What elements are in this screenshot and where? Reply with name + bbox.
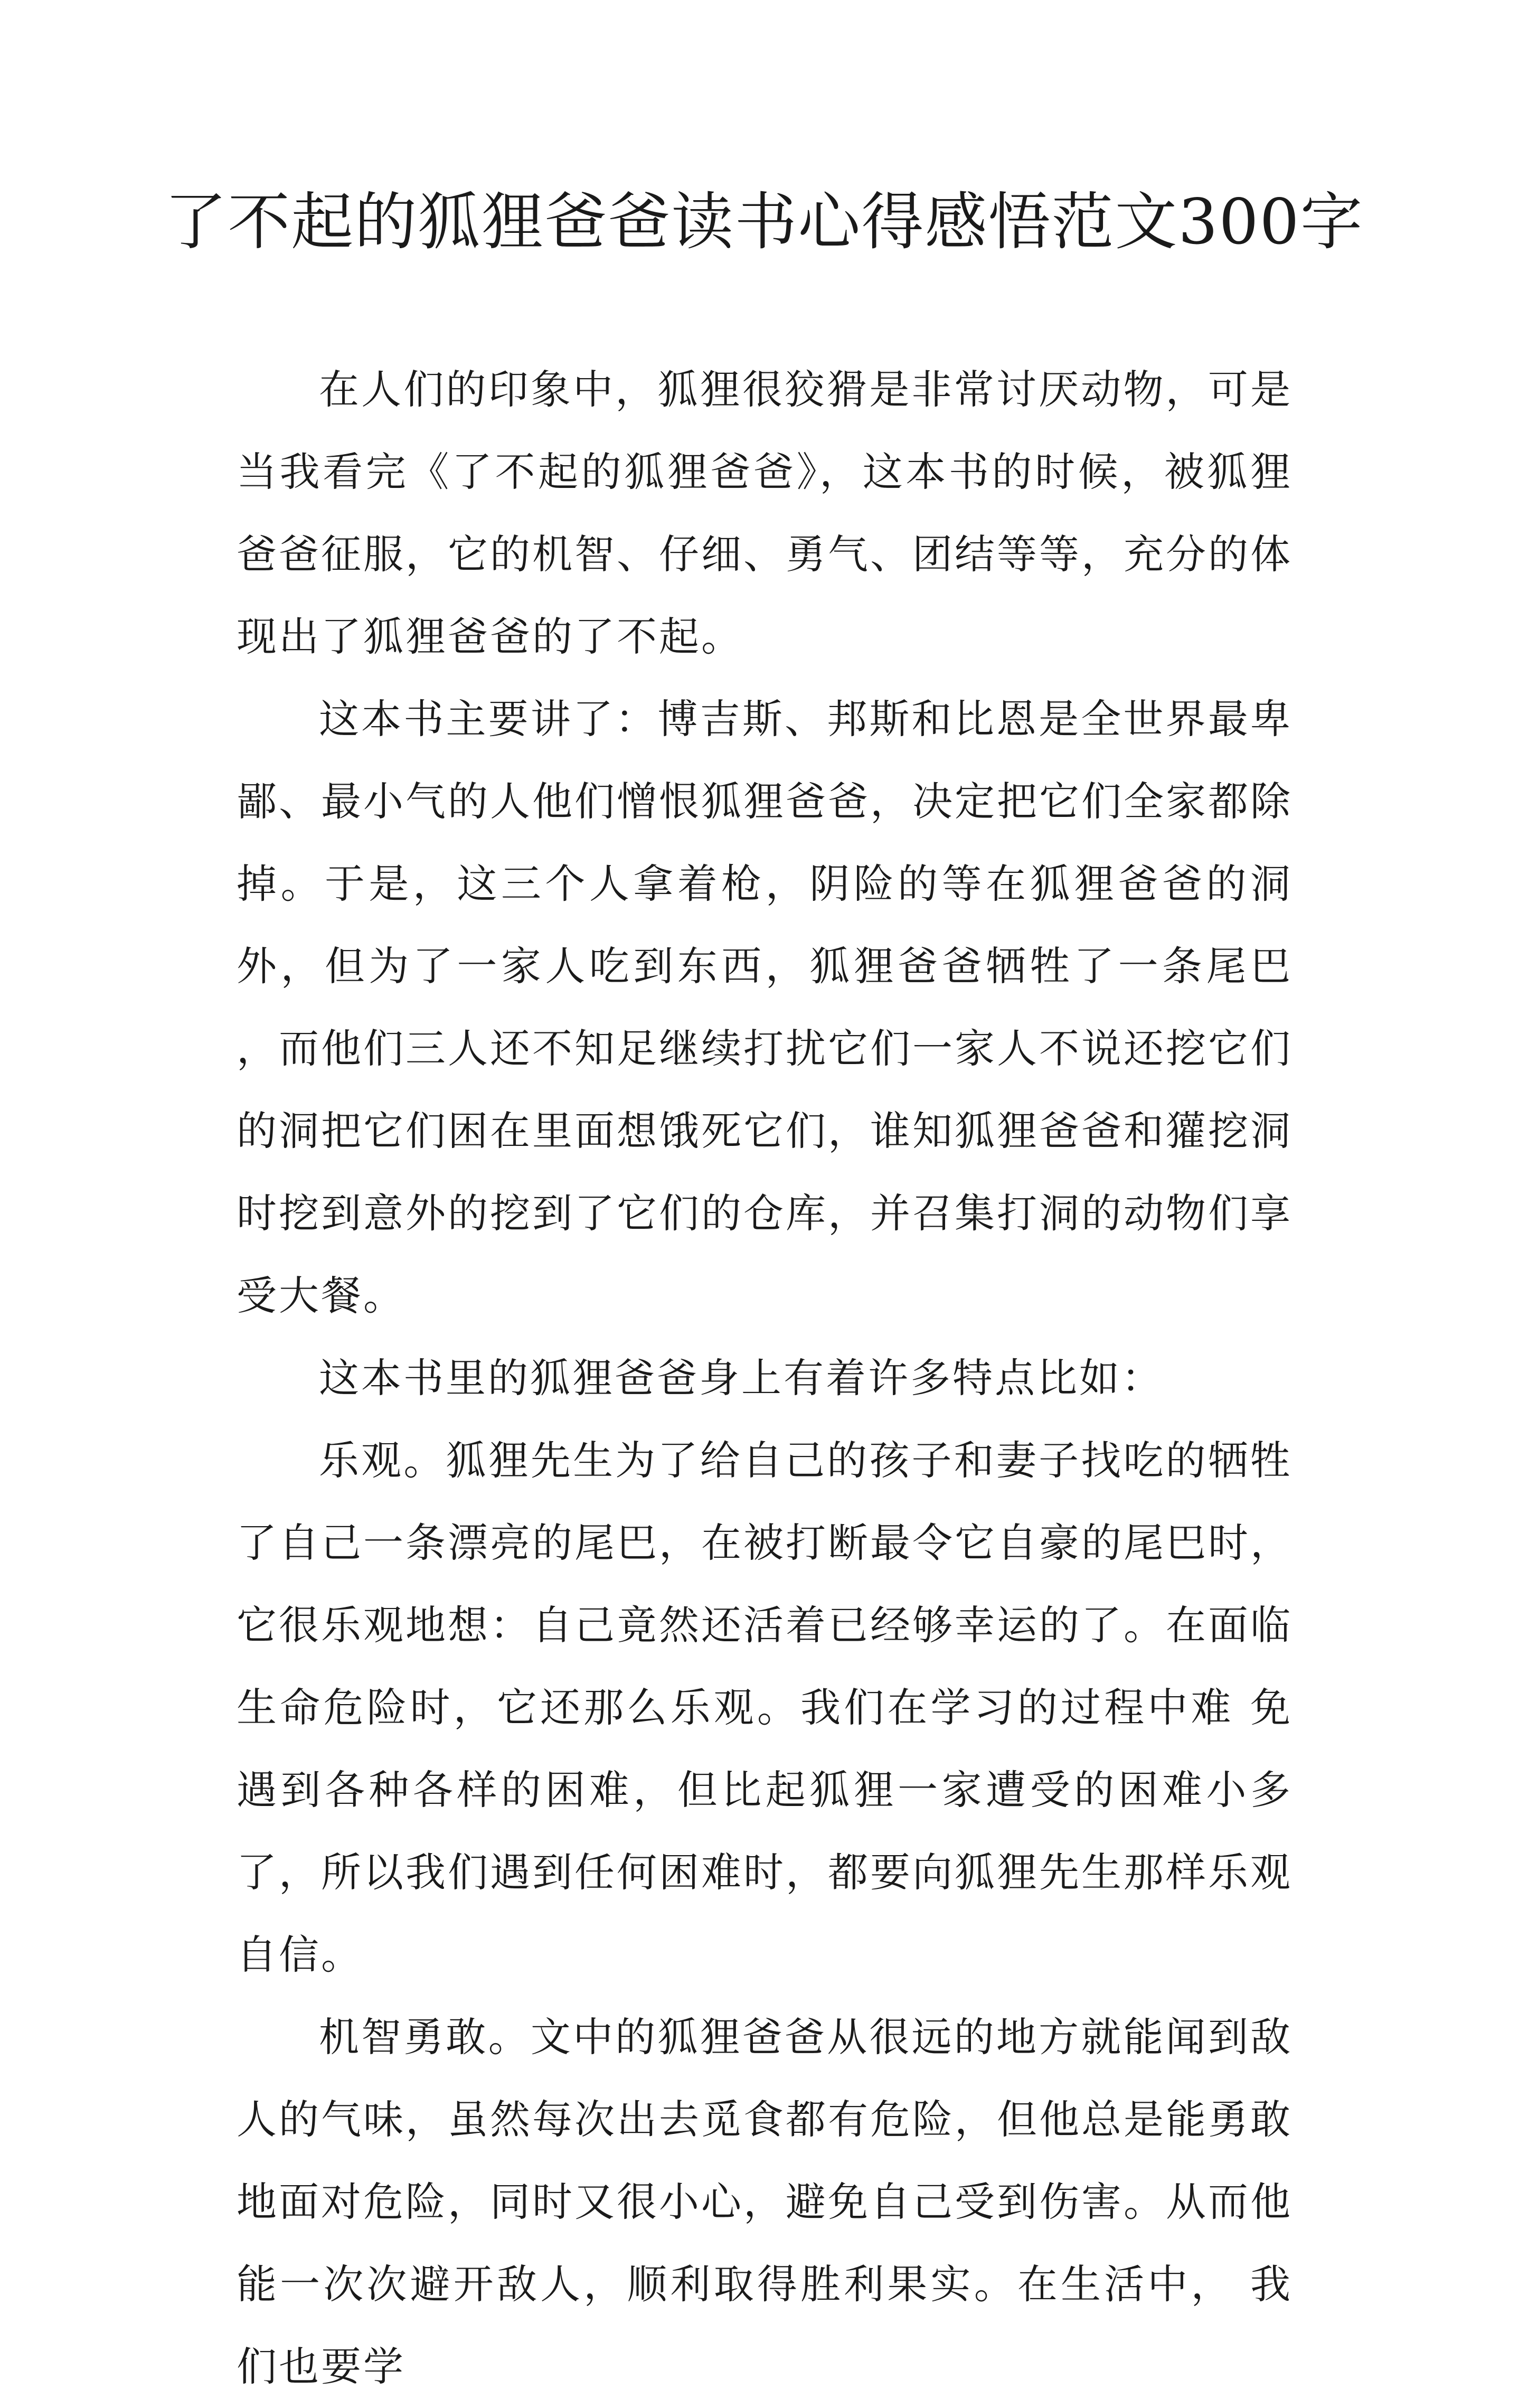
paragraph-bravery: 机智勇敢。文中的狐狸爸爸从很远的地方就能闻到敌人的气味，虽然每次出去觅食都有危险，但他总是能勇敢地面对危险，同时又很小心，避免自己受到伤害。从而他能一次次避开敌人，顺利取得胜利果实。在生活中， 我们也要学 bbox=[237, 2014, 1293, 2390]
paragraph-optimism: 乐观。狐狸先生为了给自己的孩子和妻子找吃的牺牲了自己一条漂亮的尾巴，在被打断最令它自豪的尾巴时，它很乐观地想：自己竟然还活着已经够幸运的了。在面临生命危险时，它还那么乐观。我们在学习的过程中难 免遇到各种各样的困难，但比起狐狸一家遭受的困难小多了，所以我们遇到任何困难时，都要向狐狸先生那样乐观自信。 bbox=[237, 1437, 1293, 1978]
document-title: 了不起的狐狸爸爸读书心得感悟范文300字 bbox=[164, 185, 1364, 258]
document-body bbox=[237, 349, 1293, 2408]
paragraph-summary: 这本书主要讲了：博吉斯、邦斯和比恩是全世界最卑鄙、最小气的人他们憎恨狐狸爸爸，决定把它们全家都除掉。于是，这三个人拿着枪，阴险的等在狐狸爸爸的洞外，但为了一家人吃到东西，狐狸爸爸牺牲了一条尾巴 ，而他们三人还不知足继续打扰它们一家人不说还挖它们的洞把它们困在里面想饿死它们，谁知狐狸爸爸和獾挖洞时挖到意外的挖到了它们的仓库，并召集打洞的动物们享受大餐。 bbox=[237, 695, 1293, 1319]
paragraph-traits-lead: 这本书里的狐狸爸爸身上有着许多特点比如： bbox=[319, 1354, 1164, 1401]
paragraph-intro: 在人们的印象中，狐狸很狡猾是非常讨厌动物，可是当我看完《了不起的狐狸爸爸》，这本书的时候，被狐狸爸爸征服，它的机智、仔细、勇气、团结等等，充分的体现出了狐狸爸爸的了不起。 bbox=[237, 366, 1293, 660]
